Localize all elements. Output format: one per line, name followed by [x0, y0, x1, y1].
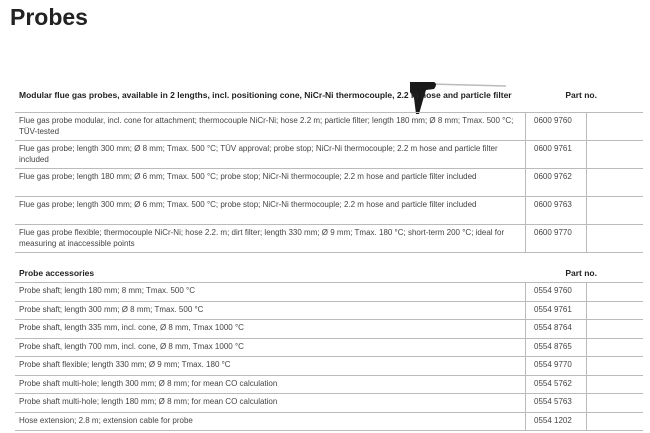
row-description: Probe shaft, length 335 mm, incl. cone, Ø 8 mm, Tmax 1000 °C [19, 323, 244, 332]
row-description: Flue gas probe modular, incl. cone for attachment; thermocouple NiCr-Ni; hose 2.2 m; particle filter; length 180 mm; Ø 8 mm; Tmax. 500 °C; TÜV-tested [19, 116, 514, 136]
row-part-number: 0554 9761 [525, 302, 586, 320]
empty-cell [586, 225, 643, 252]
row-part-number: 0600 9761 [525, 141, 586, 168]
table-row [15, 302, 643, 321]
table-row [15, 283, 643, 302]
table-row [15, 339, 643, 358]
row-part-number: 0600 9760 [525, 113, 586, 140]
row-description: Probe shaft multi-hole; length 300 mm; Ø 8 mm; for mean CO calculation [19, 378, 278, 388]
part-no-header: Part no. [565, 90, 597, 100]
table-row [15, 169, 643, 197]
probe-accessories-table [15, 266, 643, 431]
table-row [15, 197, 643, 225]
empty-cell [586, 113, 643, 140]
empty-cell [586, 339, 643, 357]
row-part-number: 0554 1202 [525, 413, 586, 431]
row-part-number: 0554 9760 [525, 283, 586, 301]
empty-cell [586, 169, 643, 196]
row-description: Probe shaft multi-hole; length 180 mm; Ø 8 mm; for mean CO calculation [19, 397, 278, 406]
row-part-number: 0600 9762 [525, 169, 586, 196]
empty-cell [586, 197, 643, 224]
row-description: Flue gas probe; length 180 mm; Ø 6 mm; Tmax. 500 °C; probe stop; NiCr-Ni thermocouple; 2.2 m hose and particle filter included [19, 172, 477, 181]
table-header [15, 88, 643, 113]
row-part-number: 0554 5762 [525, 376, 586, 394]
empty-cell [586, 283, 643, 301]
table-row [15, 394, 643, 413]
row-description: Probe shaft flexible; length 330 mm; Ø 9 mm; Tmax. 180 °C [19, 360, 231, 369]
row-description: Flue gas probe; length 300 mm; Ø 6 mm; Tmax. 500 °C; probe stop; NiCr-Ni thermocouple; 2.2 m hose and particle filter included [19, 200, 477, 209]
row-part-number: 0554 8765 [525, 339, 586, 357]
row-description: Probe shaft; length 180 mm; 8 mm; Tmax. 500 °C [19, 286, 196, 295]
table-row [15, 141, 643, 169]
table-header [15, 266, 643, 283]
table-row [15, 320, 643, 339]
section-heading: Probe accessories [19, 268, 95, 278]
row-description: Hose extension; 2.8 m; extension cable for probe [19, 415, 193, 425]
empty-cell [586, 320, 643, 338]
row-part-number: 0554 9770 [525, 357, 586, 375]
modular-probes-table [15, 88, 643, 253]
empty-cell [586, 141, 643, 168]
section-heading: Modular flue gas probes, available in 2 lengths, incl. positioning cone, NiCr-Ni thermocouple, 2.2 m hose and particle filter [19, 90, 512, 100]
empty-cell [586, 357, 643, 375]
table-row [15, 376, 643, 395]
row-part-number: 0554 5763 [525, 394, 586, 412]
table-row [15, 113, 643, 141]
row-description: Flue gas probe flexible; thermocouple NiCr-Ni; hose 2.2. m; dirt filter; length 330 mm; Ø 9 mm; Tmax. 180 °C; short-term 200 °C; ideal for measuring at inaccessible points [19, 228, 505, 248]
empty-cell [586, 394, 643, 412]
row-part-number: 0600 9763 [525, 197, 586, 224]
row-description: Probe shaft; length 300 mm; Ø 8 mm; Tmax. 500 °C [19, 304, 204, 314]
page-title: Probes [10, 4, 88, 30]
part-no-header: Part no. [565, 268, 597, 278]
row-description: Probe shaft, length 700 mm, incl. cone, Ø 8 mm, Tmax 1000 °C [19, 341, 244, 351]
empty-cell [586, 413, 643, 431]
empty-cell [586, 376, 643, 394]
table-row [15, 357, 643, 376]
row-part-number: 0554 8764 [525, 320, 586, 338]
row-part-number: 0600 9770 [525, 225, 586, 252]
table-row [15, 225, 643, 253]
table-row [15, 413, 643, 432]
empty-cell [586, 302, 643, 320]
row-description: Flue gas probe; length 300 mm; Ø 8 mm; Tmax. 500 °C; TÜV approval; probe stop; NiCr-Ni thermocouple; 2.2 m hose and particle filter included [19, 144, 498, 164]
